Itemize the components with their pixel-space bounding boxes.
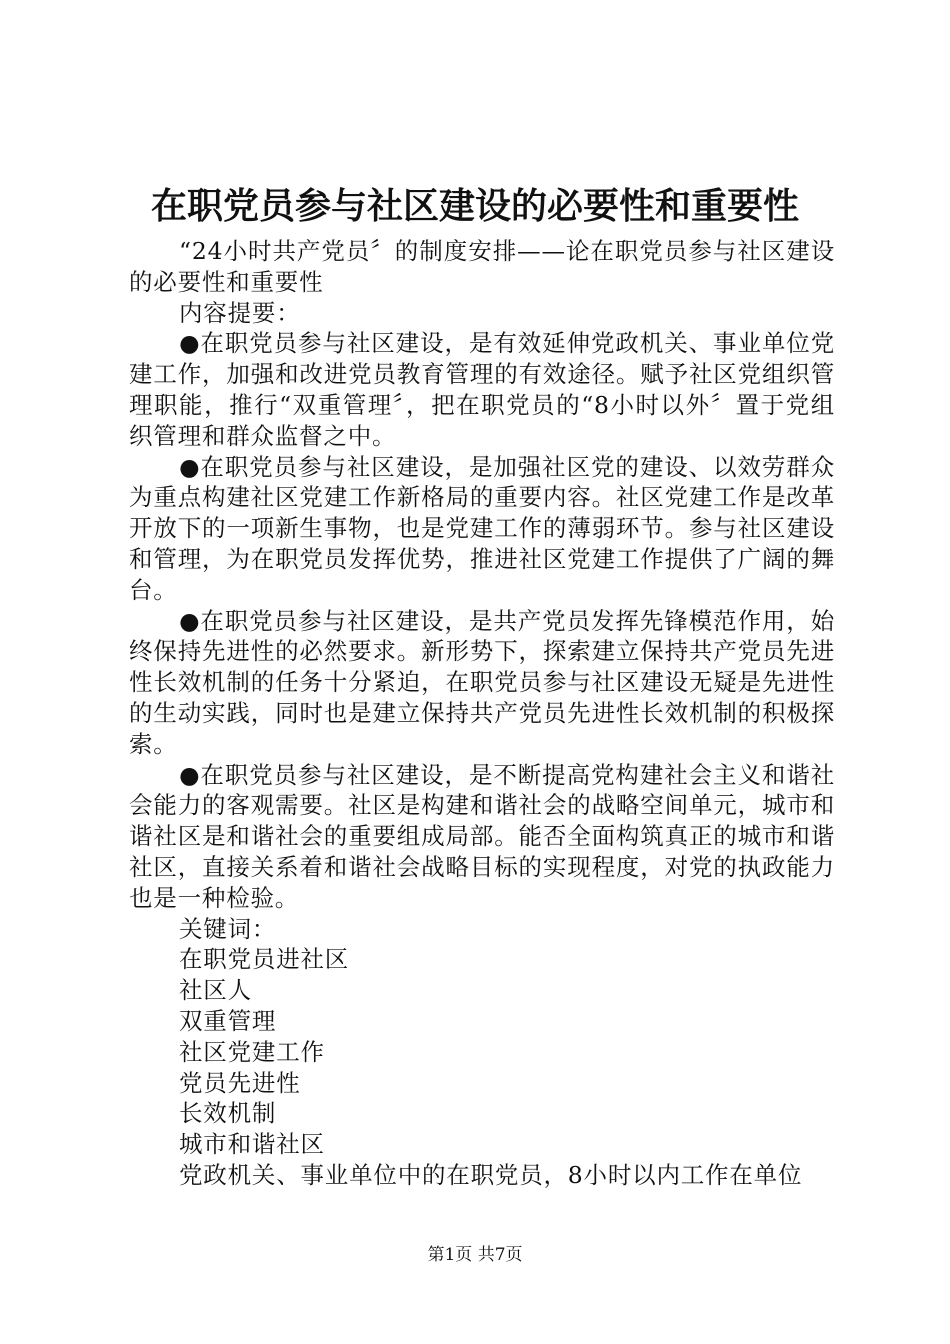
subtitle-paragraph: “24小时共产党员〞的制度安排——论在职党员参与社区建设的必要性和重要性 [129,237,835,296]
keyword-item: 长效机制 [179,1099,277,1128]
abstract-point-4: ●在职党员参与社区建设，是不断提高党构建社会主义和谐社会能力的客观需要。社区是构建和谐社会的战略空间单元，城市和谐社区是和谐社会的重要组成局部。能否全面构筑真正的城市和谐社区，直接关系着和谐社会战略目标的实现程度，对党的执政能力也是一种检验。 [129,760,835,912]
keyword-item: 城市和谐社区 [179,1130,325,1159]
keywords-label: 关键词： [179,914,277,943]
keyword-item: 社区人 [179,976,252,1005]
page-footer [0,1244,950,1266]
document-title: 在职党员参与社区建设的必要性和重要性 [150,185,799,227]
keyword-item: 双重管理 [179,1006,277,1035]
abstract-point-2: ●在职党员参与社区建设，是加强社区党的建设、以效劳群众为重点构建社区党建工作新格局的重要内容。社区党建工作是改革开放下的一项新生事物，也是党建工作的薄弱环节。参与社区建设和管理，为在职党员发挥优势，推进社区党建工作提供了广阔的舞台。 [129,452,835,604]
document-body [129,236,835,1191]
abstract-point-3: ●在职党员参与社区建设，是共产党员发挥先锋模范作用，始终保持先进性的必然要求。新形势下，探索建立保持共产党员先进性长效机制的任务十分紧迫，在职党员参与社区建设无疑是先进性的生动实践，同时也是建立保持共产党员先进性长效机制的积极探索。 [129,606,835,758]
abstract-point-1: ●在职党员参与社区建设，是有效延伸党政机关、事业单位党建工作，加强和改进党员教育管理的有效途径。赋予社区党组织管理职能，推行“双重管理〞，把在职党员的“8小时以外〞置于党组织管理和群众监督之中。 [129,329,835,450]
page-indicator: 第1页 共7页 [427,1245,523,1265]
keyword-item: 党员先进性 [179,1068,301,1097]
body-paragraph-start: 党政机关、事业单位中的在职党员，8小时以内工作在单位 [179,1160,803,1189]
keyword-item: 社区党建工作 [179,1037,325,1066]
abstract-label: 内容提要： [179,298,301,327]
keyword-item: 在职党员进社区 [179,945,350,974]
